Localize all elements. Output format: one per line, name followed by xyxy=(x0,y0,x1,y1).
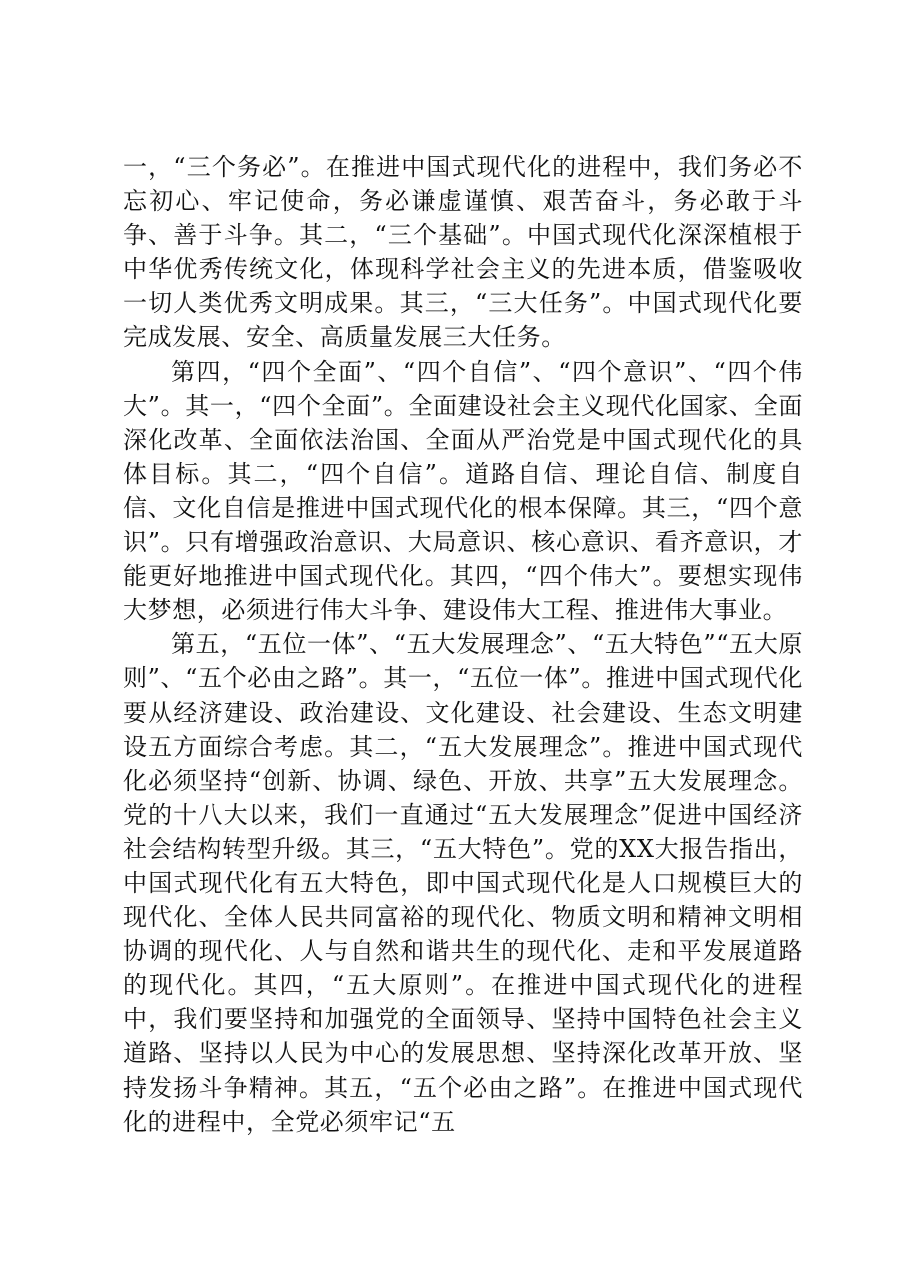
paragraph-three-musts: 一，“三个务必”。在推进中国式现代化的进程中，我们务必不忘初心、牢记使命，务必谦虚谨慎、艰苦奋斗，务必敢于斗争、善于斗争。其二，“三个基础”。中国式现代化深深植根于中华优秀传统文化，体现科学社会主义的先进本质，借鉴吸收一切人类优秀文明成果。其三，“三大任务”。中国式现代化要完成发展、安全、高质量发展三大任务。 xyxy=(123,153,803,352)
document-body xyxy=(123,150,803,1139)
paragraph-fourth-point: 第四，“四个全面”、“四个自信”、“四个意识”、“四个伟大”。其一，“四个全面”。全面建设社会主义现代化国家、全面深化改革、全面依法治国、全面从严治党是中国式现代化的具体目标。其二，“四个自信”。道路自信、理论自信、制度自信、文化自信是推进中国式现代化的根本保障。其三，“四个意识”。只有增强政治意识、大局意识、核心意识、看齐意识，才能更好地推进中国式现代化。其四，“四个伟大”。要想实现伟大梦想，必须进行伟大斗争、建设伟大工程、推进伟大事业。 xyxy=(123,357,803,625)
paragraph-fifth-point: 第五，“五位一体”、“五大发展理念”、“五大特色”“五大原则”、“五个必由之路”。其一，“五位一体”。推进中国式现代化要从经济建设、政治建设、文化建设、社会建设、生态文明建设五方面综合考虑。其二，“五大发展理念”。推进中国式现代化必须坚持“创新、协调、绿色、开放、共享”五大发展理念。党的十八大以来，我们一直通过“五大发展理念”促进中国经济社会结构转型升级。其三，“五大特色”。党的XX大报告指出，中国式现代化有五大特色，即中国式现代化是人口规模巨大的现代化、全体人民共同富裕的现代化、物质文明和精神文明相协调的现代化、人与自然和谐共生的现代化、走和平发展道路的现代化。其四，“五大原则”。在推进中国式现代化的进程中，我们要坚持和加强党的全面领导、坚持中国特色社会主义道路、坚持以人民为中心的发展思想、坚持深化改革开放、坚持发扬斗争精神。其五，“五个必由之路”。在推进中国式现代化的进程中，全党必须牢记“五 xyxy=(123,630,803,1136)
